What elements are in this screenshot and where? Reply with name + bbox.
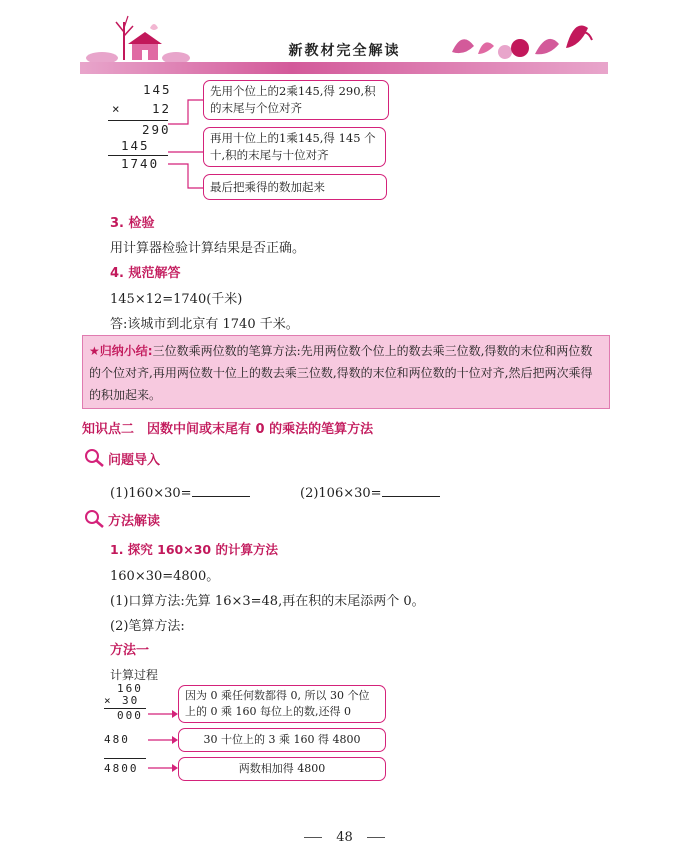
method-line-3: (2)笔算方法: (110, 619, 185, 634)
calc2-arrows (146, 704, 180, 776)
magnifier-icon (84, 448, 106, 468)
calc1-note-1: 先用个位上的2乘145,得 290,积的末尾与个位对齐 (203, 80, 389, 120)
section3-text: 用计算器检验计算结果是否正确。 (110, 241, 306, 256)
intro-heading: 问题导入 (108, 453, 161, 468)
summary-label: ★归纳小结: (89, 344, 153, 358)
header-title: 新教材完全解读 (288, 43, 401, 59)
section4-heading: 4. 规范解答 (110, 266, 181, 281)
calc2-note-1: 因为 0 乘任何数都得 0, 所以 30 个位上的 0 乘 160 每位上的数,还得 0 (178, 685, 386, 723)
calc1-note-3: 最后把乘得的数加起来 (203, 174, 387, 200)
calc1-row2: 12 (152, 101, 172, 116)
summary-text: 三位数乘两位数的笔算方法:先用两位数个位上的数去乘三位数,得数的末位和两位数的个位对齐,再用两位数十位上的数去乘三位数,得数的末位和两位数的十位对齐,然后把两次乘得的积加起来。 (89, 344, 593, 402)
summary-box (82, 335, 610, 409)
page-dash-right (367, 837, 385, 838)
knowledge-point-title: 知识点二 因数中间或末尾有 0 的乘法的笔算方法 (82, 422, 374, 437)
calc2-note-3: 两数相加得 4800 (178, 757, 386, 781)
method-line-1: 160×30=4800。 (110, 569, 220, 584)
calc2-multiply-sign: × (104, 694, 113, 707)
section4-line1: 145×12=1740(千米) (110, 292, 243, 307)
q1-blank[interactable] (192, 482, 250, 497)
intro-question-1 (110, 482, 250, 501)
page-dash-left (304, 837, 322, 838)
method-heading: 方法解读 (108, 514, 161, 529)
calc2-row1: 160 (117, 682, 143, 695)
calc1-multiply-sign: × (112, 101, 122, 116)
calc1-row5: 1740 (121, 156, 160, 171)
q2-text: (2)106×30= (300, 486, 382, 501)
method-one-label: 方法一 (110, 643, 150, 658)
calc1-row1: 145 (143, 82, 172, 97)
section3-heading: 3. 检验 (110, 216, 155, 231)
calc2-rule-2 (104, 758, 146, 759)
intro-question-2 (300, 482, 440, 501)
calc2-row5: 4800 (104, 762, 139, 775)
calc1-rule-1 (108, 120, 168, 121)
calc1-row4: 145 (121, 138, 150, 153)
calc1-row3: 290 (142, 122, 171, 137)
section4-answer: 答:该城市到北京有 1740 千米。 (110, 317, 299, 332)
q2-blank[interactable] (382, 482, 440, 497)
process-label: 计算过程 (110, 668, 159, 682)
calc2-row4: 480 (104, 733, 130, 746)
calc2-note-2: 30 十位上的 3 乘 160 得 4800 (178, 728, 386, 752)
magnifier-icon (84, 509, 106, 529)
method-sub-heading: 1. 探究 160×30 的计算方法 (110, 542, 278, 557)
calc2-row2: 30 (122, 694, 140, 707)
header-band (80, 62, 608, 74)
calc1-note-2: 再用十位上的1乘145,得 145 个十,积的末尾与十位对齐 (203, 127, 386, 167)
method-line-2: (1)口算方法:先算 16×3=48,再在积的末尾添两个 0。 (110, 594, 425, 609)
calc2-row3: 000 (117, 709, 143, 722)
q1-text: (1)160×30= (110, 486, 192, 501)
page-number-wrap (0, 830, 689, 845)
page-number: 48 (336, 830, 353, 845)
